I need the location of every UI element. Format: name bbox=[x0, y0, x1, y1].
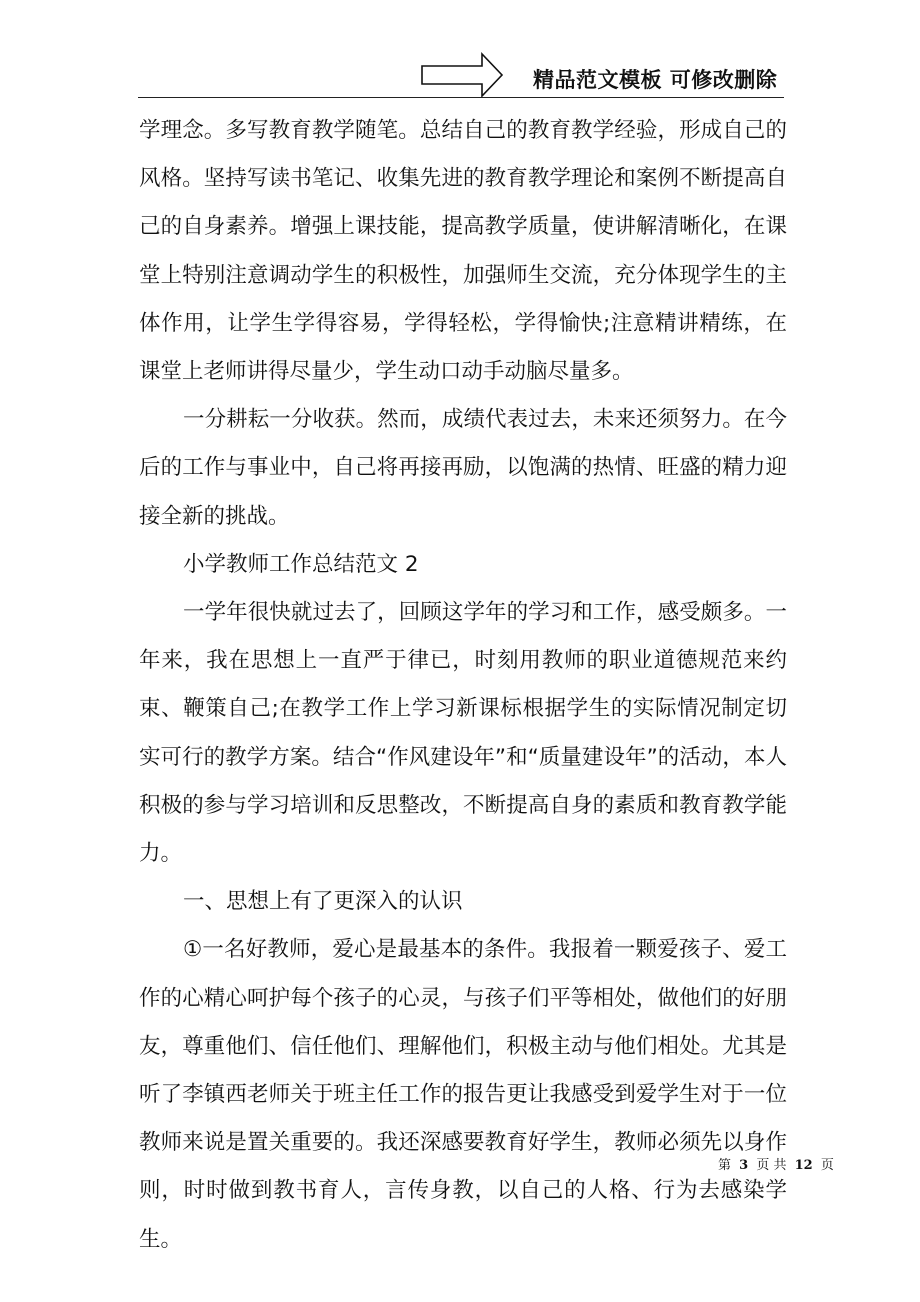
section-title: 小学教师工作总结范文 2 bbox=[183, 551, 419, 577]
total-pages-number: 12 bbox=[794, 1158, 813, 1173]
footer-suffix: 页 bbox=[820, 1158, 834, 1173]
footer-prefix: 第 bbox=[718, 1158, 732, 1173]
arrow-right-icon bbox=[420, 52, 504, 98]
paragraph-continuation: 学理念。多写教育教学随笔。总结自己的教育教学经验，形成自己的风格。坚持写读书笔记、收集先进的教育教学理论和案例不断提高自己的自身素养。增强上课技能，提高教学质量，使讲解清晰化，在课堂上特别注意调动学生的积极性，加强师生交流，充分体现学生的主体作用，让学生学得容易，学得轻松，学得愉快;注意精讲精练，在课堂上老师讲得尽量少，学生动口动手动脑尽量多。 bbox=[139, 118, 787, 385]
header-title: 精品范文模板 可修改删除 bbox=[533, 68, 778, 92]
page-footer bbox=[716, 1154, 836, 1173]
current-page-number: 3 bbox=[739, 1158, 749, 1173]
footer-middle: 页 共 bbox=[756, 1158, 787, 1173]
paragraph: 一分耕耘一分收获。然而，成绩代表过去，未来还须努力。在今后的工作与事业中，自己将再接再励，以饱满的热情、旺盛的精力迎接全新的挑战。 bbox=[139, 407, 787, 529]
header-rule bbox=[138, 97, 784, 98]
paragraph: ①一名好教师，爱心是最基本的条件。我报着一颗爱孩子、爱工作的心精心呵护每个孩子的心灵，与孩子们平等相处，做他们的好朋友，尊重他们、信任他们、理解他们，积极主动与他们相处。尤其是听了李镇西老师关于班主任工作的报告更让我感受到爱学生对于一位教师来说是置关重要的。我还深感要教育好学生，教师必须先以身作则，时时做到教书育人，言传身教，以自己的人格、行为去感染学生。 bbox=[139, 937, 787, 1252]
paragraph: 一学年很快就过去了，回顾这学年的学习和工作，感受颇多。一年来，我在思想上一直严于律已，时刻用教师的职业道德规范来约束、鞭策自己;在教学工作上学习新课标根据学生的实际情况制定切实可行的教学方案。结合“作风建设年”和“质量建设年”的活动，本人积极的参与学习培训和反思整改，不断提高自身的素质和教育教学能力。 bbox=[139, 600, 787, 867]
document-body bbox=[139, 107, 787, 1264]
section-heading: 一、思想上有了更深入的认识 bbox=[183, 889, 463, 915]
